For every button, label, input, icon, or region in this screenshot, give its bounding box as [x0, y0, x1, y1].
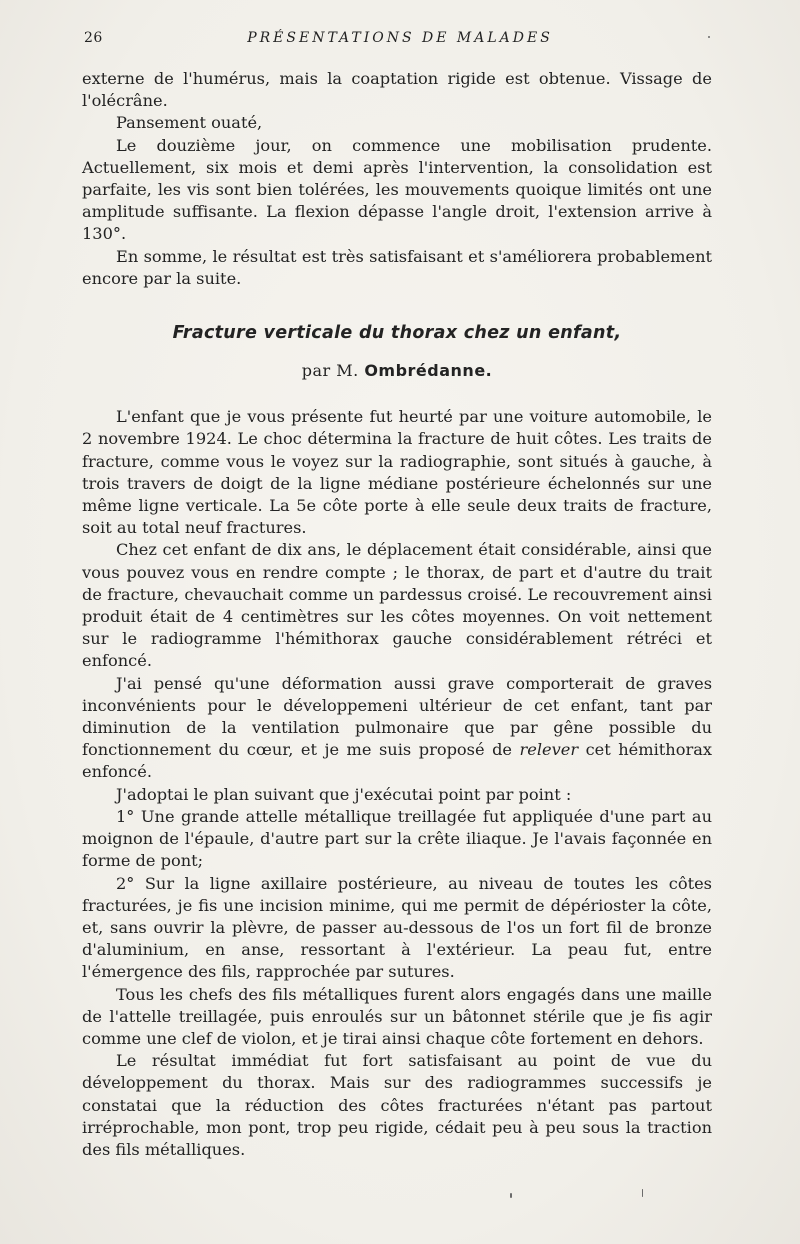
- article-title: Fracture verticale du thorax chez un enfant,: [172, 323, 622, 344]
- article-paragraph-7: Tous les chefs des fils métalliques furent alors engagés dans une maille de l'attelle treillagée, puis enroulés sur un bâtonnet stérile que je fis agir comme une clef de violon, et je tirai ainsi chaque côte fortement en dehors.: [82, 984, 712, 1048]
- ink-speck: [642, 1189, 643, 1197]
- ink-speck: [708, 36, 710, 38]
- ink-speck: [510, 1193, 512, 1198]
- article-paragraph-6: 2° Sur la ligne axillaire postérieure, au niveau de toutes les côtes fracturées, je fis une incision minime, qui me permit de dépérioster la côte, et, sans ouvrir la plèvre, de passer au-dessous de l'os un fort fil de bronze d'aluminium, en anse, ressortant à l'extérieur. La peau fut, entre l'émergence des fils, rapprochée par sutures.: [82, 873, 712, 982]
- article-paragraph-3-text: J'ai pensé qu'une déformation aussi grave comporterait de graves inconvénients pour le développemeni ultérieur de cet enfant, tant par diminution de la ventilation pulmonaire que par gêne possible du fonctionnement du cœur, et je me suis proposé de: [82, 673, 712, 760]
- article-paragraph-3-end: cet hémithorax enfoncé.: [82, 740, 712, 782]
- article-paragraph-1: L'enfant que je vous présente fut heurté par une voiture automobile, le 2 novembre 1924. Le choc détermina la fracture de huit côtes. Les traits de fracture, comme vous le voyez sur la radiographie, sont situés à gauche, à trois travers de doigt de la ligne médiane postérieure échelonnés sur une même ligne verticale. La 5e côte porte à elle seule deux traits de fracture, soit au total neuf fractures.: [82, 407, 712, 538]
- page-header: [84, 30, 716, 50]
- running-title: PRÉSENTATIONS DE MALADES: [247, 30, 553, 46]
- article-paragraph-5: 1° Une grande attelle métallique treillagée fut appliquée d'une part au moignon de l'épaule, d'autre part sur la crête iliaque. Je l'avais façonnée en forme de pont;: [82, 806, 712, 871]
- author-name: Ombrédanne.: [364, 361, 493, 381]
- continued-paragraph-2: Pansement ouaté,: [116, 113, 263, 133]
- article-paragraph-4: J'adoptai le plan suivant que j'exécutai point par point :: [116, 784, 572, 804]
- continued-paragraph-1: externe de l'humérus, mais la coaptation rigide est obtenue. Vissage de l'olécrâne.: [82, 69, 712, 111]
- emphasis-relever: relever: [519, 740, 579, 760]
- byline: [82, 360, 712, 382]
- article-paragraph-2: Chez cet enfant de dix ans, le déplacement était considérable, ainsi que vous pouvez vous en rendre compte ; le thorax, de part et d'autre du trait de fracture, chevauchait comme un pardessus croisé. Le recouvrement ainsi produit était de 4 centimètres sur les côtes moyennes. On voit nettement sur le radiogramme l'hémithorax gauche considérablement rétréci et enfoncé.: [82, 540, 712, 671]
- continued-paragraph-3: Le douzième jour, on commence une mobilisation prudente. Actuellement, six mois et demi après l'intervention, la consolidation est parfaite, les vis sont bien tolérées, les mouvements quoique limités ont une amplitude suffisante. La flexion dépasse l'angle droit, l'extension arrive à 130°.: [82, 135, 712, 244]
- byline-prefix: par M.: [301, 361, 359, 381]
- article-paragraph-8: Le résultat immédiat fut fort satisfaisant au point de vue du développement du thorax. Mais sur des radiogrammes successifs je constatai que la réduction des côtes fracturées n'étant pas partout irréprochable, mon pont, trop peu rigide, cédait peu à peu sous la traction des fils métalliques.: [82, 1051, 712, 1159]
- page-body: [82, 68, 712, 1161]
- article-paragraph-3: [82, 673, 712, 784]
- continued-paragraph-4: En somme, le résultat est très satisfaisant et s'améliorera probablement encore par la suite.: [82, 246, 712, 288]
- page-number: 26: [84, 30, 103, 46]
